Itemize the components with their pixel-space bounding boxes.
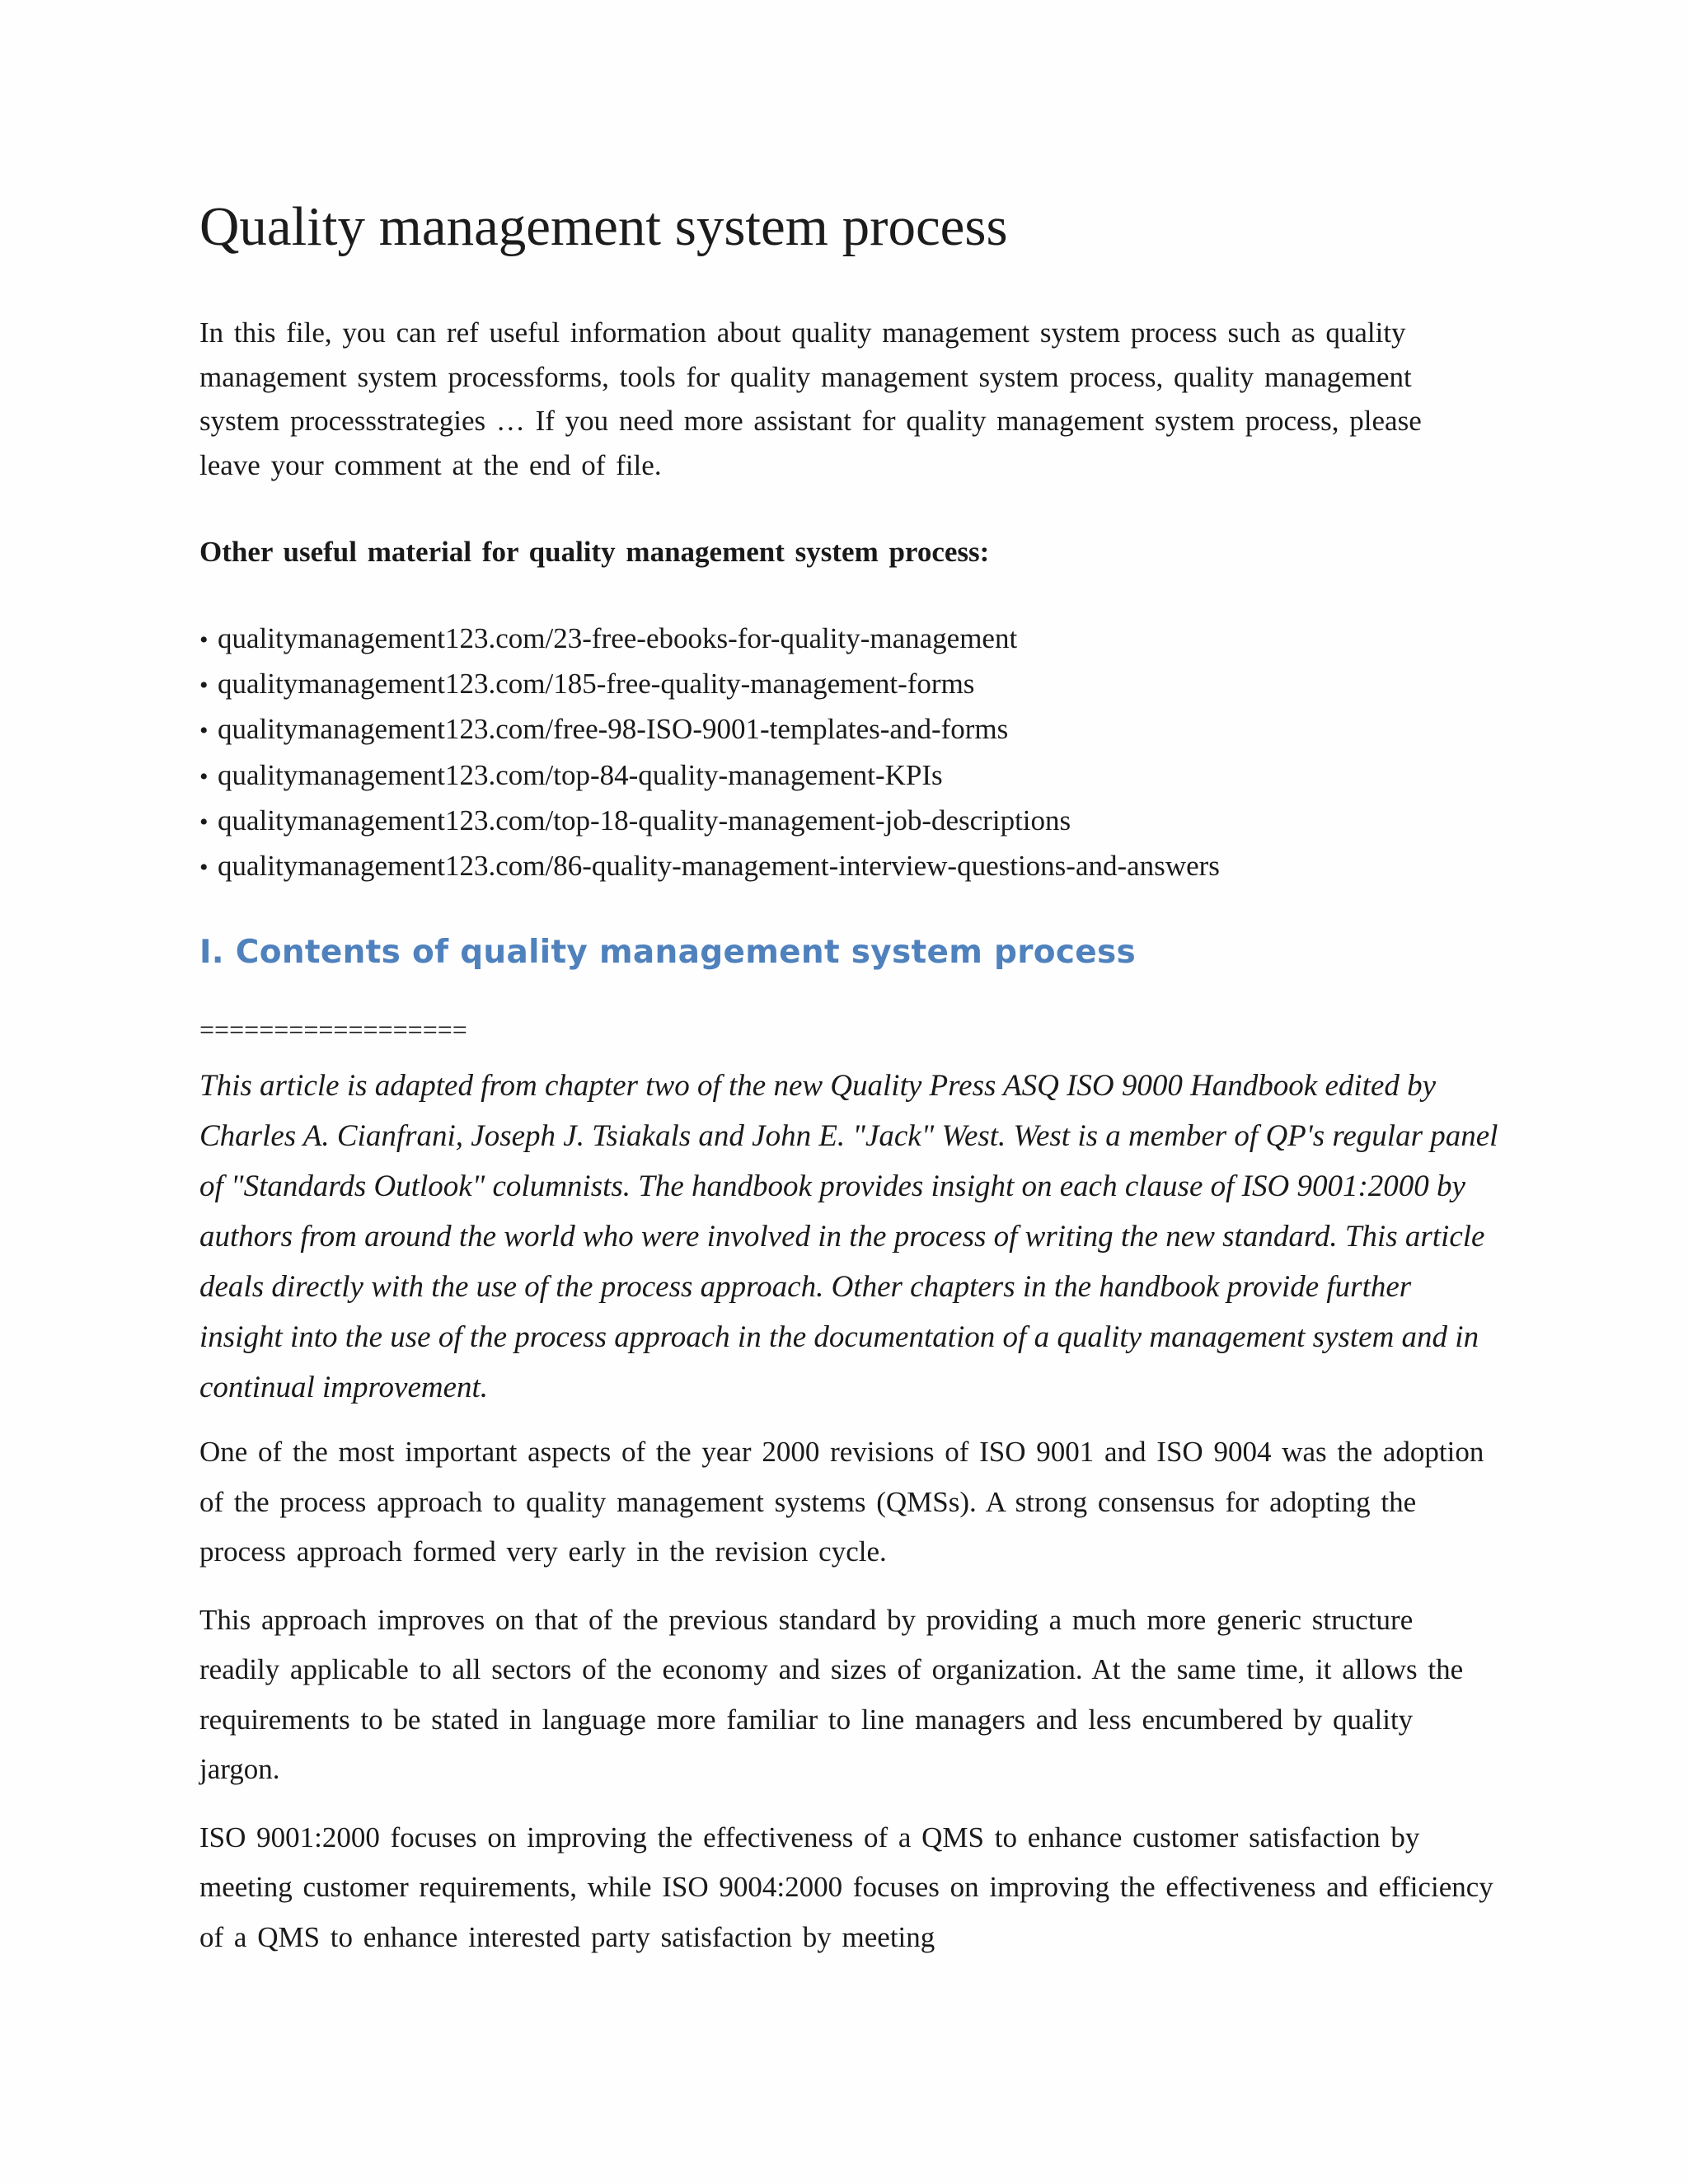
material-link[interactable]: qualitymanagement123.com/86-quality-management-interview-questions-and-answers [218, 850, 1220, 883]
material-link[interactable]: qualitymanagement123.com/top-18-quality-management-job-descriptions [218, 804, 1071, 837]
page-title: Quality management system process [199, 196, 1008, 257]
list-item[interactable] [199, 707, 1518, 752]
bullet-icon: • [199, 808, 209, 836]
list-item[interactable] [199, 799, 1518, 844]
body-paragraph: ISO 9001:2000 focuses on improving the effectiveness of a QMS to enhance customer satisfaction by meeting customer requirements, while ISO 9004:2000 focuses on improving the effectiveness and efficiency of a QMS to enhance interested party satisfaction by meeting [199, 1821, 1493, 1953]
intro-paragraph: In this file, you can ref useful information about quality management system process such as quality management system processforms, tools for quality management system process, quality management system processstrategies … If you need more assistant for quality management system process, please leave your comment at the end of file. [199, 316, 1422, 481]
article-note-paragraph: This article is adapted from chapter two of the new Quality Press ASQ ISO 9000 Handbook edited by Charles A. Cianfrani, Joseph J. Tsiakals and John E. "Jack" West. West is a member of QP's regular panel of "Standards Outlook" columnists. The handbook provides insight on each clause of ISO 9001:2000 by authors from around the world who were involved in the process of writing the new standard. This article deals directly with the use of the process approach. Other chapters in the handbook provide further insight into the use of the process approach in the documentation of a quality management system and in continual improvement. [199, 1069, 1498, 1405]
list-item[interactable] [199, 844, 1518, 889]
list-item[interactable] [199, 616, 1518, 662]
list-item[interactable] [199, 662, 1518, 707]
body-paragraph: One of the most important aspects of the year 2000 revisions of ISO 9001 and ISO 9004 was the adoption of the process approach to quality management systems (QMSs). A strong consensus for adopting the process approach formed very early in the revision cycle. [199, 1436, 1484, 1568]
section-heading: I. Contents of quality management system process [199, 934, 1137, 972]
bullet-icon: • [199, 762, 209, 790]
other-material-heading: Other useful material for quality management system process: [199, 536, 990, 568]
separator-line: ================== [199, 1015, 467, 1045]
bullet-icon: • [199, 717, 209, 745]
bullet-icon: • [199, 672, 209, 700]
material-link[interactable]: qualitymanagement123.com/top-84-quality-management-KPIs [218, 758, 943, 791]
material-link[interactable]: qualitymanagement123.com/free-98-ISO-9001-templates-and-forms [218, 713, 1009, 746]
material-link[interactable]: qualitymanagement123.com/185-free-quality-management-forms [218, 668, 975, 701]
document-content [199, 194, 1518, 1980]
bullet-icon: • [199, 854, 209, 882]
material-link-list [199, 616, 1518, 889]
list-item[interactable] [199, 753, 1518, 799]
bullet-icon: • [199, 626, 209, 654]
body-paragraph: This approach improves on that of the previous standard by providing a much more generic structure readily applicable to all sectors of the economy and sizes of organization. At the same time, it allows the requirements to be stated in language more familiar to line managers and less encumbered by quality jargon. [199, 1603, 1464, 1786]
material-link[interactable]: qualitymanagement123.com/23-free-ebooks-for-quality-management [218, 622, 1018, 654]
